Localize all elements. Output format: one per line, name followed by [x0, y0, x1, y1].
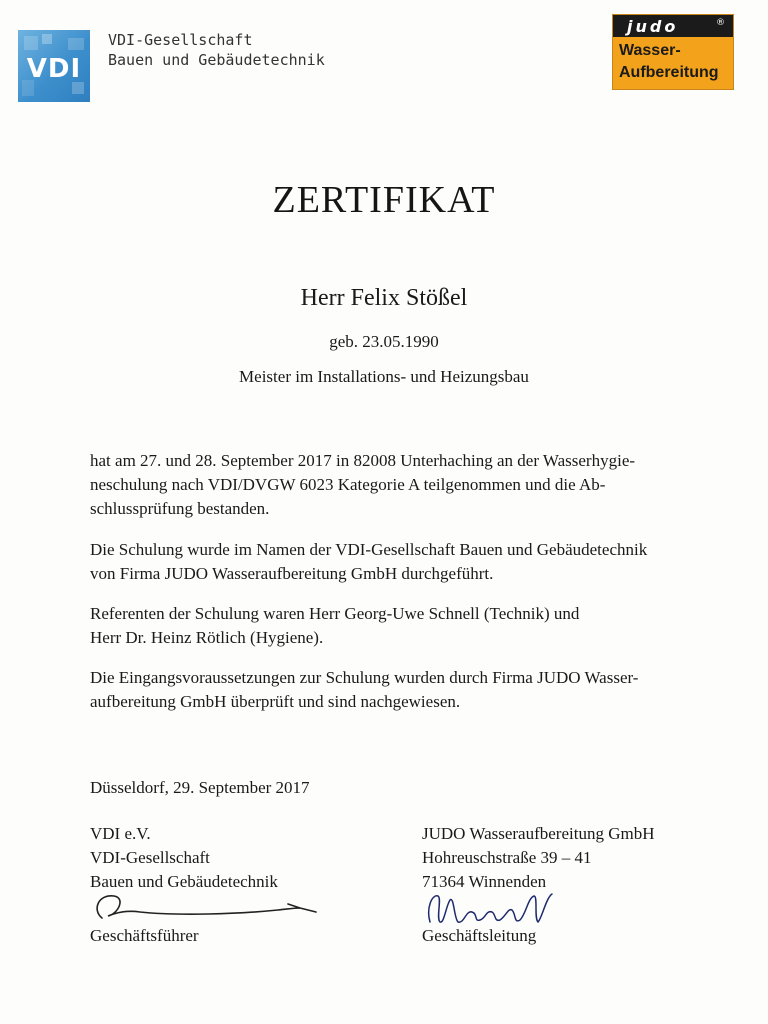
vdi-logo: [18, 30, 90, 102]
signatory-line: JUDO Wasseraufbereitung GmbH: [422, 824, 655, 843]
vdi-logo-text: VDI: [26, 54, 82, 84]
paragraph-line: Referenten der Schulung waren Herr Georg-Uwe Schnell (Technik) und: [90, 604, 580, 623]
paragraph-speakers: [90, 602, 730, 650]
judo-wordmark: [619, 40, 719, 84]
paragraph-organizer: [90, 538, 730, 586]
paragraph-prerequisites: [90, 666, 730, 714]
paragraph-training: [90, 449, 730, 521]
place-date: Düsseldorf, 29. September 2017: [90, 778, 310, 797]
judo-wordmark-line: Aufbereitung: [619, 64, 719, 81]
signatory-line: VDI e.V.: [90, 824, 151, 843]
judo-brand-bar: [613, 15, 733, 37]
judo-logo: [612, 14, 734, 90]
judo-registered-mark: ®: [716, 18, 725, 28]
paragraph-line: schlussprüfung bestanden.: [90, 499, 270, 518]
role-vdi: Geschäftsführer: [90, 926, 199, 945]
vdi-society-line: VDI-Gesellschaft: [108, 31, 253, 49]
vdi-society-line: Bauen und Gebäudetechnik: [108, 51, 325, 69]
signatory-judo: [422, 822, 655, 894]
paragraph-line: Die Eingangsvoraussetzungen zur Schulung wurden durch Firma JUDO Wasser-: [90, 668, 639, 687]
signatory-line: Hohreuschstraße 39 – 41: [422, 848, 592, 867]
qualification: Meister im Installations- und Heizungsbau: [239, 367, 529, 386]
birth-date: geb. 23.05.1990: [329, 332, 439, 351]
paragraph-line: hat am 27. und 28. September 2017 in 82008 Unterhaching an der Wasserhygie-: [90, 451, 636, 470]
judo-brand: judo: [627, 17, 679, 36]
paragraph-line: Die Schulung wurde im Namen der VDI-Gesellschaft Bauen und Gebäudetechnik: [90, 540, 648, 559]
signatory-line: Bauen und Gebäudetechnik: [90, 872, 278, 891]
paragraph-line: aufbereitung GmbH überprüft und sind nachgewiesen.: [90, 692, 461, 711]
certificate-title: ZERTIFIKAT: [272, 179, 496, 221]
signatory-vdi: [90, 822, 278, 894]
signatory-line: VDI-Gesellschaft: [90, 848, 210, 867]
signatory-line: 71364 Winnenden: [422, 872, 547, 891]
paragraph-line: neschulung nach VDI/DVGW 6023 Kategorie A teilgenommen und die Ab-: [90, 475, 606, 494]
paragraph-line: Herr Dr. Heinz Rötlich (Hygiene).: [90, 628, 324, 647]
role-judo: Geschäftsleitung: [422, 926, 537, 945]
judo-wordmark-line: Wasser-: [619, 42, 681, 59]
recipient-name: Herr Felix Stößel: [300, 285, 468, 311]
paragraph-line: von Firma JUDO Wasseraufbereitung GmbH durchgeführt.: [90, 564, 494, 583]
vdi-society-name: [108, 30, 325, 70]
